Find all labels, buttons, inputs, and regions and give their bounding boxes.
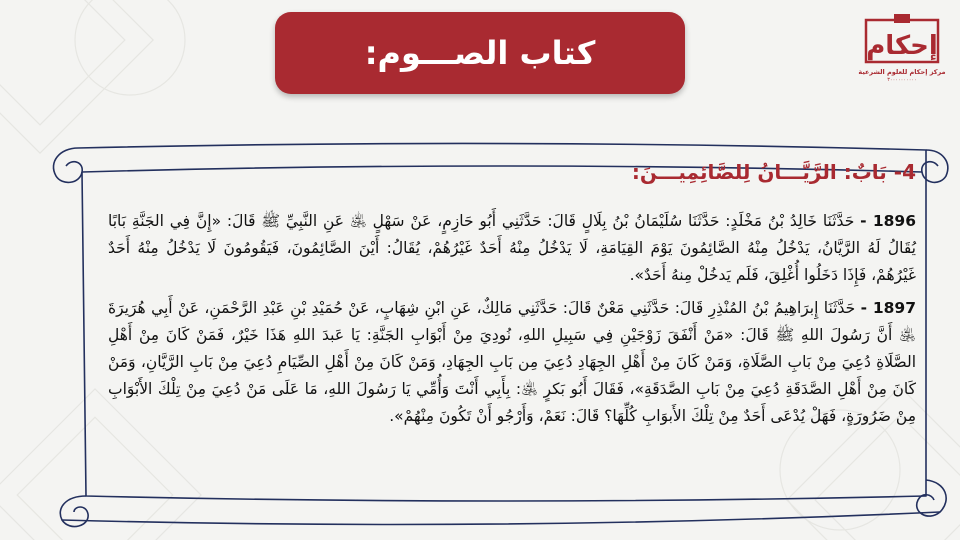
document-content [108, 148, 916, 488]
hadith-text: حَدَّثَنَا خَالِدُ بْنُ مَخْلَدٍ: حَدَّثَنَا سُلَيْمَانُ بْنُ بِلَالٍ قَالَ: حَدَّثَنِي أَبُو حَازِمٍ، عَنْ سَهْلٍ ﵁ عَنِ النَّبِيِّ ﷺ قَالَ: «إِنَّ فِي الجَنَّةِ بَابًا يُقَالُ لَهُ الرَّيَّانُ، يَدْخُلُ مِنْهُ الصَّائِمُونَ يَوْمَ القِيَامَةِ، لَا يَدْخُلُ مِنْهُ أَحَدٌ غَيْرُهُمْ، يُقَالُ: أَيْنَ الصَّائِمُونَ، فَيَقُومُونَ لَا يَدْخُلُ مِنْهُ أَحَدٌ غَيْرُهُمْ، فَإِذَا دَخَلُوا أُغْلِقَ، فَلَم يَدخُلْ مِنهُ أَحَدٌ». [108, 212, 916, 284]
logo-wordmark: إحكام [866, 31, 938, 61]
logo [858, 14, 946, 92]
logo-subtitle: مركز إحكام للعلوم الشرعية [858, 68, 946, 76]
slide-title: كتاب الصـــوم: [364, 34, 596, 72]
chapter-heading: 4- بَابٌ: الرَّيَّـــانُ لِلصَّائِمِيـــنَ: [631, 160, 916, 184]
hadith-number: 1897 - [860, 299, 916, 317]
hadith-1897 [108, 295, 916, 430]
logo-mark-icon [864, 14, 940, 68]
title-banner [275, 12, 685, 94]
hadith-text: حَدَّثَنَا إِبرَاهِيمُ بْنُ المُنْذِرِ قَالَ: حَدَّثَنِي مَعْنٌ قَالَ: حَدَّثَنِي مَالِكٌ، عَنِ ابْنِ شِهَابٍ، عَنْ حُمَيْدِ بْنِ عَبْدِ الرَّحْمَنِ، عَنْ أَبِي هُرَيرَةَ ﵁ أَنَّ رَسُولَ اللهِ ﷺ قَالَ: «مَنْ أَنْفَقَ زَوْجَيْنِ فِي سَبِيلِ اللهِ، نُودِيَ مِنْ أَبْوَابِ الجَنَّةِ: يَا عَبدَ اللهِ هَذَا خَيْرٌ، فَمَنْ كَانَ مِنْ أَهْلِ الصَّلَاةِ دُعِيَ مِنْ بَابِ الصَّلَاةِ، وَمَنْ كَانَ مِنْ أَهْلِ الجِهَادِ دُعِيَ مِن بَابِ الجِهَادِ، وَمَنْ كَانَ مِنْ أَهْلِ الصِّيَامِ دُعِيَ مِنْ بَابِ الرَّيَّانِ، وَمَنْ كَانَ مِنْ أَهْلِ الصَّدَقَةِ دُعِيَ مِنْ بَابِ الصَّدَقَةِ»، فَقَالَ أَبُو بَكرٍ ﵁: بِأَبِي أَنْتَ وَأُمِّي يَا رَسُولَ اللهِ، مَا عَلَى مَنْ دُعِيَ مِنْ تِلْكَ الأَبْوَابِ مِنْ ضَرُورَةٍ، فَهَلْ يُدْعَى أَحَدٌ مِنْ تِلْكَ الأَبوَابِ كُلِّهَا؟ قَالَ: نَعَمْ، وَأَرْجُو أَنْ تَكُونَ مِنْهُمْ». [108, 299, 916, 425]
hadith-number: 1896 - [860, 212, 916, 230]
hadith-1896 [108, 208, 916, 289]
logo-subtitle-small: ٣٠٠٠٠٠٠٠٠٠٠ [887, 77, 917, 83]
